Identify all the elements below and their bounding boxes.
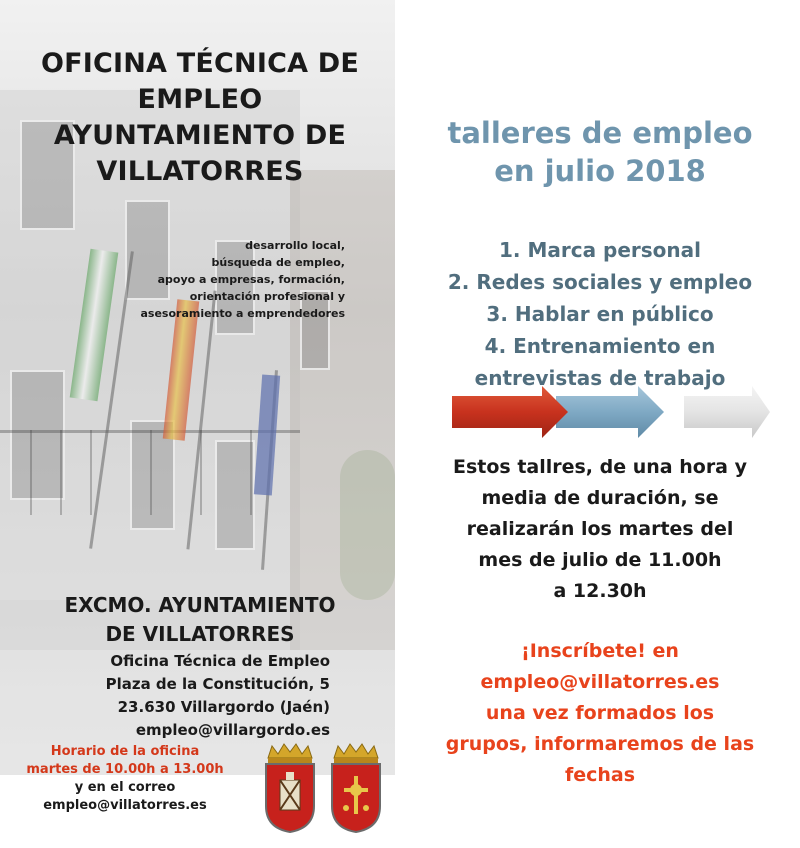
services-line: asesoramiento a emprendedores: [140, 307, 345, 320]
hours-mail-label: y en el correo: [74, 780, 176, 795]
workshop-schedule-info: [400, 452, 800, 607]
workshop-item: 3. Hablar en público: [486, 302, 714, 326]
address-email[interactable]: empleo@villargordo.es: [135, 721, 330, 739]
hours-email[interactable]: empleo@villatorres.es: [43, 798, 207, 813]
hours-schedule: martes de 10.00h a 13.00h: [26, 762, 224, 777]
coat-of-arms-right-icon: [328, 742, 384, 834]
workshop-item: entrevistas de trabajo: [474, 366, 726, 390]
council-heading-line: EXCMO. AYUNTAMIENTO: [64, 593, 336, 617]
workshop-list: [400, 234, 800, 394]
progress-arrows-icon: [452, 382, 800, 442]
workshops-title: [400, 114, 800, 190]
info-line: mes de julio de 11.00h: [478, 549, 722, 571]
office-title-line: EMPLEO: [137, 84, 263, 115]
services-list: [140, 237, 345, 322]
council-heading-line: DE VILLATORRES: [105, 622, 295, 646]
services-line: orientación profesional y: [189, 290, 345, 303]
workshop-item: 1. Marca personal: [498, 238, 702, 262]
coat-of-arms-left-icon: [262, 742, 318, 834]
services-line: apoyo a empresas, formación,: [157, 273, 345, 286]
signup-line: grupos, informaremos de las: [445, 733, 755, 755]
office-title-line: VILLATORRES: [96, 156, 304, 187]
council-heading: [0, 591, 400, 649]
services-line: búsqueda de empleo,: [211, 256, 345, 269]
address-line: Oficina Técnica de Empleo: [110, 652, 330, 670]
office-title: [0, 46, 400, 190]
workshops-title-line: en julio 2018: [494, 154, 706, 188]
hours-heading: Horario de la oficina: [50, 744, 200, 759]
signup-line: una vez formados los: [485, 702, 715, 724]
address-line: Plaza de la Constitución, 5: [105, 675, 330, 693]
signup-line: fechas: [564, 764, 636, 786]
workshops-title-line: talleres de empleo: [447, 116, 753, 150]
info-line: media de duración, se: [481, 487, 719, 509]
signup-line: ¡Inscríbete! en: [521, 640, 679, 662]
info-line: Estos tallres, de una hora y: [452, 456, 748, 478]
office-hours: [0, 743, 250, 815]
info-line: realizarán los martes del: [466, 518, 734, 540]
office-address: [40, 650, 330, 742]
info-line: a 12.30h: [553, 580, 647, 602]
office-title-line: OFICINA TÉCNICA DE: [40, 48, 360, 79]
services-line: desarrollo local,: [245, 239, 345, 252]
workshop-item: 2. Redes sociales y empleo: [447, 270, 753, 294]
signup-call-to-action: [400, 636, 800, 791]
signup-email[interactable]: empleo@villatorres.es: [480, 671, 720, 693]
workshop-item: 4. Entrenamiento en: [484, 334, 716, 358]
address-line: 23.630 Villargordo (Jaén): [117, 698, 330, 716]
office-title-line: AYUNTAMIENTO DE: [53, 120, 347, 151]
